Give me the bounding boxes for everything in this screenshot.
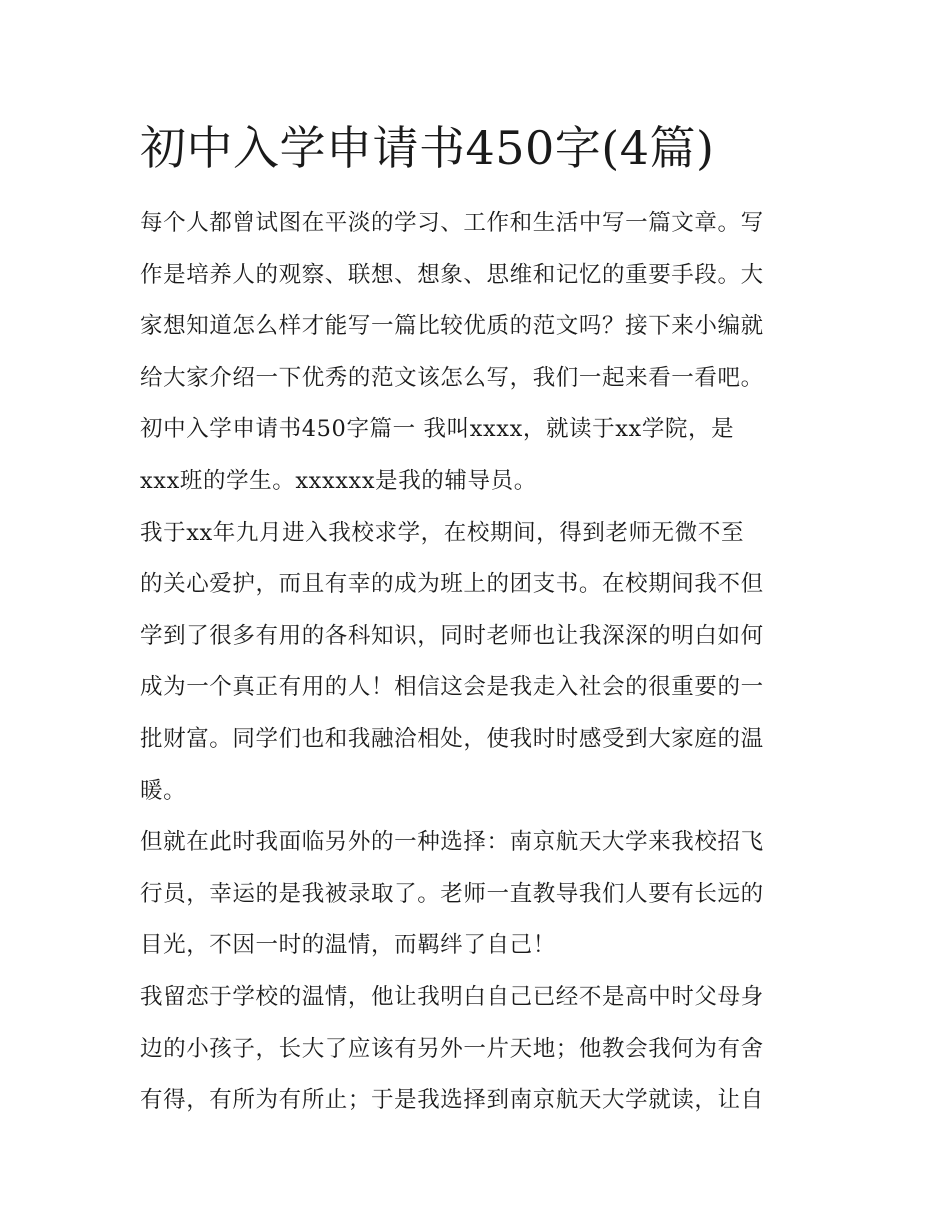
paragraph-line: 学到了很多有用的各科知识，同时老师也让我深深的明白如何	[140, 622, 764, 649]
paragraph-line: 的关心爱护，而且有幸的成为班上的团支书。在校期间我不但	[140, 571, 764, 598]
paragraph-line: 暖。	[140, 777, 187, 804]
paragraph-line: 边的小孩子，长大了应该有另外一片天地；他教会我何为有舍	[140, 1035, 764, 1062]
paragraph-line: 成为一个真正有用的人！相信这会是我走入社会的很重要的一	[140, 674, 764, 701]
paragraph-line: 给大家介绍一下优秀的范文该怎么写，我们一起来看一看吧。	[140, 364, 764, 391]
paragraph-line: 但就在此时我面临另外的一种选择：南京航天大学来我校招飞	[140, 829, 764, 856]
paragraph-line: 作是培养人的观察、联想、想象、思维和记忆的重要手段。大	[140, 261, 764, 288]
document-title: 初中入学申请书450字(4篇)	[140, 121, 715, 175]
paragraph-line: 有得，有所为有所止；于是我选择到南京航天大学就读，让自	[140, 1087, 764, 1114]
paragraph-line: 每个人都曾试图在平淡的学习、工作和生活中写一篇文章。写	[140, 210, 764, 236]
paragraph-line: 初中入学申请书450字篇一 我叫xxxx，就读于xx学院，是	[140, 416, 735, 443]
paragraph-line: 我于xx年九月进入我校求学，在校期间，得到老师无微不至	[140, 519, 745, 546]
paragraph-line: 家想知道怎么样才能写一篇比较优质的范文吗？接下来小编就	[140, 313, 764, 340]
paragraph-line: xxx班的学生。xxxxxx是我的辅导员。	[140, 467, 537, 494]
paragraph-line: 目光，不因一时的温情，而羁绊了自己！	[140, 932, 556, 959]
paragraph-line: 我留恋于学校的温情，他让我明白自己已经不是高中时父母身	[140, 983, 764, 1010]
paragraph-line: 批财富。同学们也和我融洽相处，使我时时感受到大家庭的温	[140, 725, 764, 752]
paragraph-line: 行员，幸运的是我被录取了。老师一直教导我们人要有长远的	[140, 880, 764, 907]
document-body	[140, 198, 812, 1127]
